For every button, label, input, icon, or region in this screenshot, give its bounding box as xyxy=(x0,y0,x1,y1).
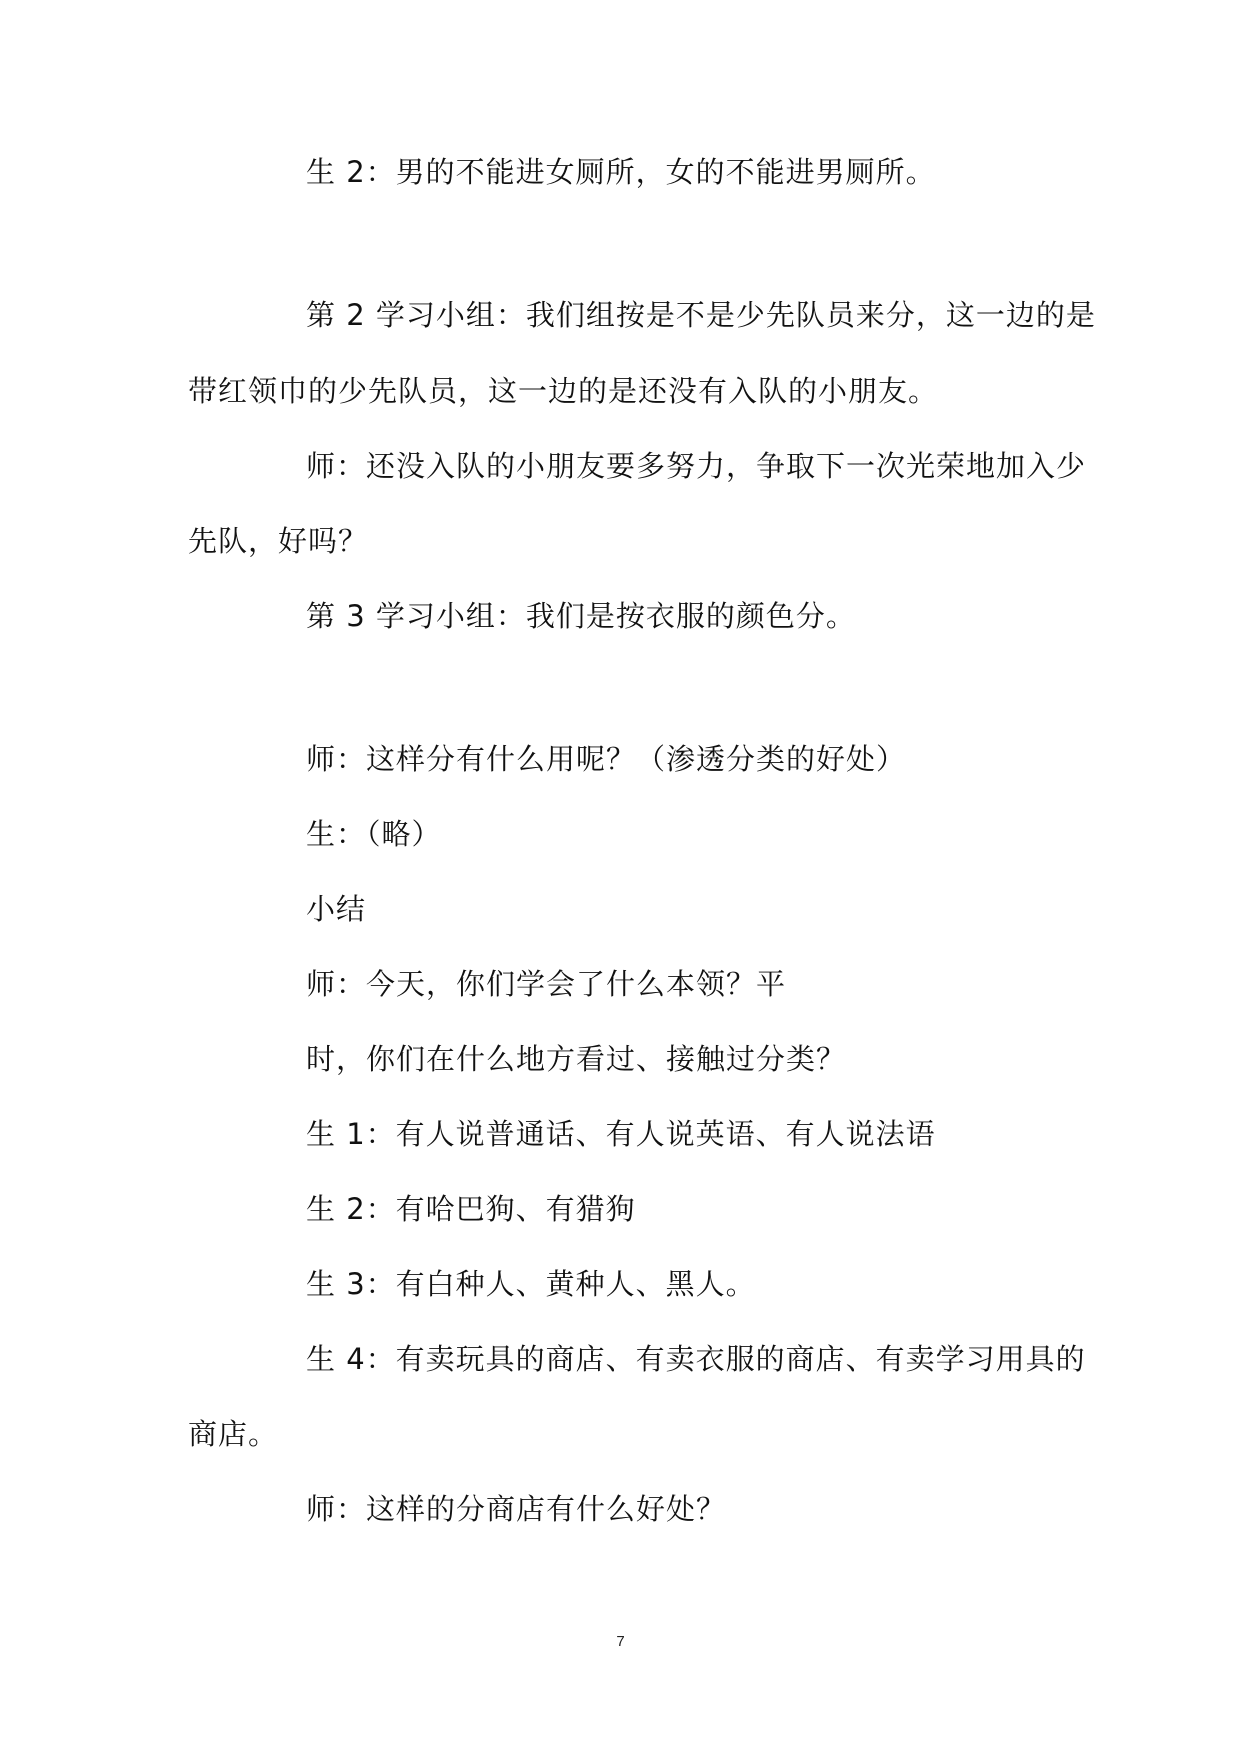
paragraph-line: 商店。 xyxy=(188,1417,279,1451)
paragraph-line: 先队，好吗？ xyxy=(188,524,369,558)
paragraph-line: 生 2：有哈巴狗、有猎狗 xyxy=(306,1192,636,1226)
paragraph-line: 带红领巾的少先队员，这一边的是还没有入队的小朋友。 xyxy=(188,374,939,408)
paragraph-line: 师：这样分有什么用呢？（渗透分类的好处） xyxy=(306,742,907,776)
paragraph-line: 时，你们在什么地方看过、接触过分类？ xyxy=(306,1042,847,1076)
paragraph-line: 第 2 学习小组：我们组按是不是少先队员来分，这一边的是 xyxy=(306,298,1096,332)
paragraph-line: 生：（略） xyxy=(306,817,442,851)
paragraph-line: 师：今天，你们学会了什么本领？平 xyxy=(306,967,787,1001)
paragraph-line: 生 4：有卖玩具的商店、有卖衣服的商店、有卖学习用具的 xyxy=(306,1342,1086,1376)
paragraph-line: 生 3：有白种人、黄种人、黑人。 xyxy=(306,1267,756,1301)
paragraph-line: 师：还没入队的小朋友要多努力，争取下一次光荣地加入少 xyxy=(306,449,1087,483)
page-number: 7 xyxy=(616,1633,625,1650)
paragraph-line: 师：这样的分商店有什么好处？ xyxy=(306,1492,727,1526)
paragraph-line: 第 3 学习小组：我们是按衣服的颜色分。 xyxy=(306,599,856,633)
paragraph-line: 生 2：男的不能进女厕所，女的不能进男厕所。 xyxy=(306,155,936,189)
section-heading: 小结 xyxy=(306,892,367,926)
paragraph-line: 生 1：有人说普通话、有人说英语、有人说法语 xyxy=(306,1117,936,1151)
